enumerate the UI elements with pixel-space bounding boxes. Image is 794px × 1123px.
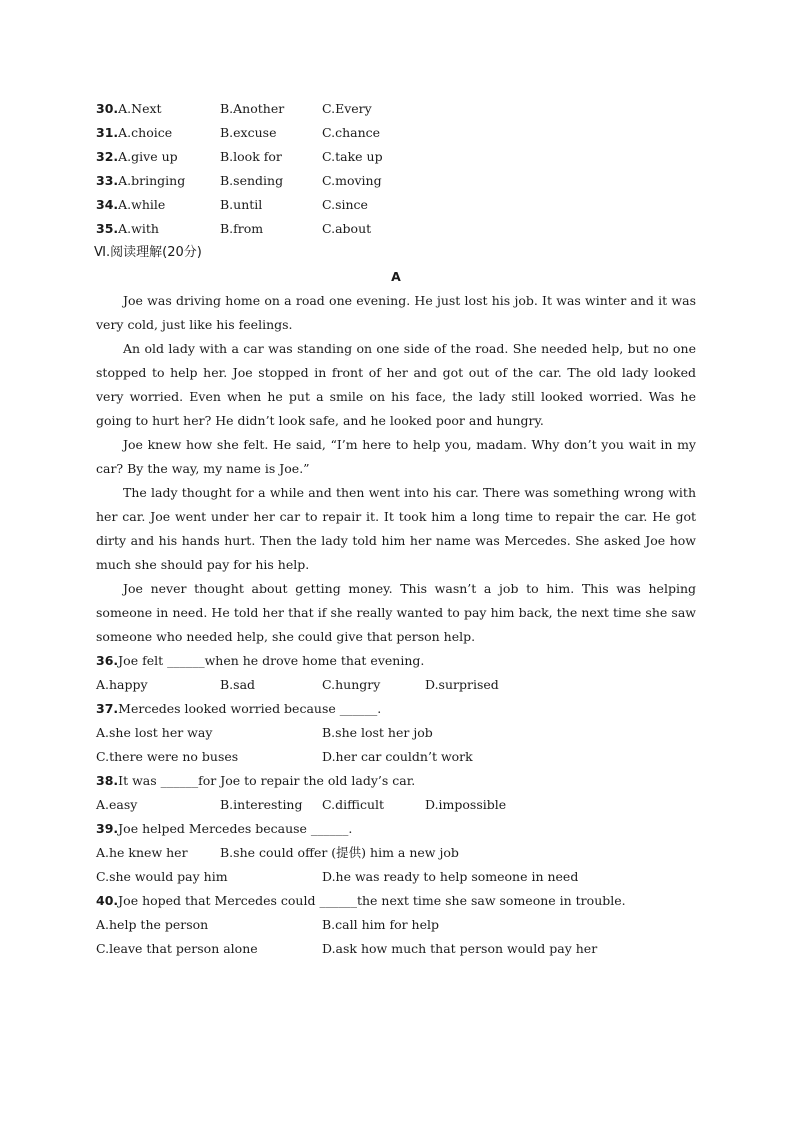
option-d: D.he was ready to help someone in need: [322, 869, 579, 884]
option-a: A.Next: [118, 101, 162, 116]
option-d: D.impossible: [425, 797, 507, 812]
cloze-row: [96, 193, 696, 217]
option-b: B.look for: [220, 149, 282, 164]
option-a: A.give up: [118, 149, 178, 164]
option-b: B.until: [220, 197, 263, 212]
cloze-row: [96, 217, 696, 241]
options-row: [96, 865, 696, 889]
passage-paragraph: Joe knew how she felt. He said, “I’m here to help you, madam. Why don’t you wait in my car? By the way, my name is Joe.”: [96, 437, 696, 476]
question-number: 31.: [96, 125, 119, 140]
question-stem: 39.Joe helped Mercedes because ______.: [96, 821, 353, 836]
exam-page: [96, 97, 696, 961]
question-number: 35.: [96, 221, 119, 236]
option-b: B.sending: [220, 173, 284, 188]
question-stem: 38.It was ______for Joe to repair the old lady’s car.: [96, 773, 416, 788]
questions: [96, 649, 696, 961]
passage-paragraph: The lady thought for a while and then went into his car. There was something wrong with her car. Joe went under her car to repair it. It took him a long time to repair the car. He got dirty and his hands hurt. Then the lady told him her name was Mercedes. She asked Joe how much she should pay for his help.: [96, 485, 696, 572]
options-row: [96, 913, 696, 937]
cloze-options: [96, 97, 696, 241]
option-a: A.easy: [96, 797, 138, 812]
option-c: C.chance: [322, 125, 381, 140]
option-c: C.leave that person alone: [96, 941, 258, 956]
option-b: B.she lost her job: [322, 725, 433, 740]
question-stem: 36.Joe felt ______when he drove home that evening.: [96, 653, 425, 668]
options-row: [96, 793, 696, 817]
passage-paragraph: Joe was driving home on a road one evening. He just lost his job. It was winter and it was very cold, just like his feelings.: [96, 293, 696, 332]
question-number: 37.: [96, 701, 119, 716]
option-c: C.hungry: [322, 677, 381, 692]
passage-paragraph: Joe never thought about getting money. This wasn’t a job to him. This was helping someone in need. He told her that if she really wanted to pay him back, the next time she saw someone who needed help, she could give that person help.: [96, 581, 696, 644]
cloze-row: [96, 97, 696, 121]
option-d: D.ask how much that person would pay her: [322, 941, 598, 956]
question-stem: 37.Mercedes looked worried because ______.: [96, 701, 382, 716]
question-number: 33.: [96, 173, 119, 188]
option-b: B.from: [220, 221, 264, 236]
option-d: D.surprised: [425, 677, 499, 692]
option-c: C.take up: [322, 149, 383, 164]
options-row: [96, 673, 696, 697]
option-a: A.bringing: [118, 173, 186, 188]
reading-passage: [96, 289, 696, 649]
option-b: B.interesting: [220, 797, 303, 812]
option-c: C.Every: [322, 101, 372, 116]
option-c: C.about: [322, 221, 372, 236]
passage-paragraph: An old lady with a car was standing on one side of the road. She needed help, but no one stopped to help her. Joe stopped in front of her and got out of the car. The old lady looked very worried. Even when he put a smile on his face, the lady still looked worried. Was he going to hurt her? He didn’t look safe, and he looked poor and hungry.: [96, 341, 696, 428]
cloze-row: [96, 169, 696, 193]
option-a: A.he knew her: [96, 845, 188, 860]
cloze-row: [96, 145, 696, 169]
option-b: B.Another: [220, 101, 285, 116]
option-b: B.she could offer (提供) him a new job: [220, 845, 459, 860]
option-b: B.sad: [220, 677, 256, 692]
question-stem: 40.Joe hoped that Mercedes could ______the next time she saw someone in trouble.: [96, 893, 626, 908]
option-d: D.her car couldn’t work: [322, 749, 473, 764]
option-b: B.call him for help: [322, 917, 440, 932]
passage-label: A: [391, 269, 401, 284]
question-number: 34.: [96, 197, 119, 212]
option-c: C.difficult: [322, 797, 385, 812]
question-number: 39.: [96, 821, 119, 836]
cloze-row: [96, 121, 696, 145]
option-a: A.happy: [96, 677, 148, 692]
option-c: C.since: [322, 197, 368, 212]
option-c: C.she would pay him: [96, 869, 228, 884]
option-b: B.excuse: [220, 125, 277, 140]
question-number: 38.: [96, 773, 119, 788]
question-number: 40.: [96, 893, 119, 908]
option-a: A.with: [118, 221, 159, 236]
options-row: [96, 721, 696, 745]
options-row: [96, 937, 696, 961]
option-a: A.she lost her way: [96, 725, 213, 740]
option-a: A.while: [118, 197, 166, 212]
options-row: [96, 745, 696, 769]
option-c: C.moving: [322, 173, 382, 188]
option-a: A.choice: [118, 125, 173, 140]
question-number: 36.: [96, 653, 119, 668]
question-number: 32.: [96, 149, 119, 164]
section-title: Ⅵ.阅读理解(20分): [94, 245, 202, 260]
option-c: C.there were no buses: [96, 749, 239, 764]
question-number: 30.: [96, 101, 119, 116]
options-row: [96, 841, 696, 865]
option-a: A.help the person: [96, 917, 209, 932]
